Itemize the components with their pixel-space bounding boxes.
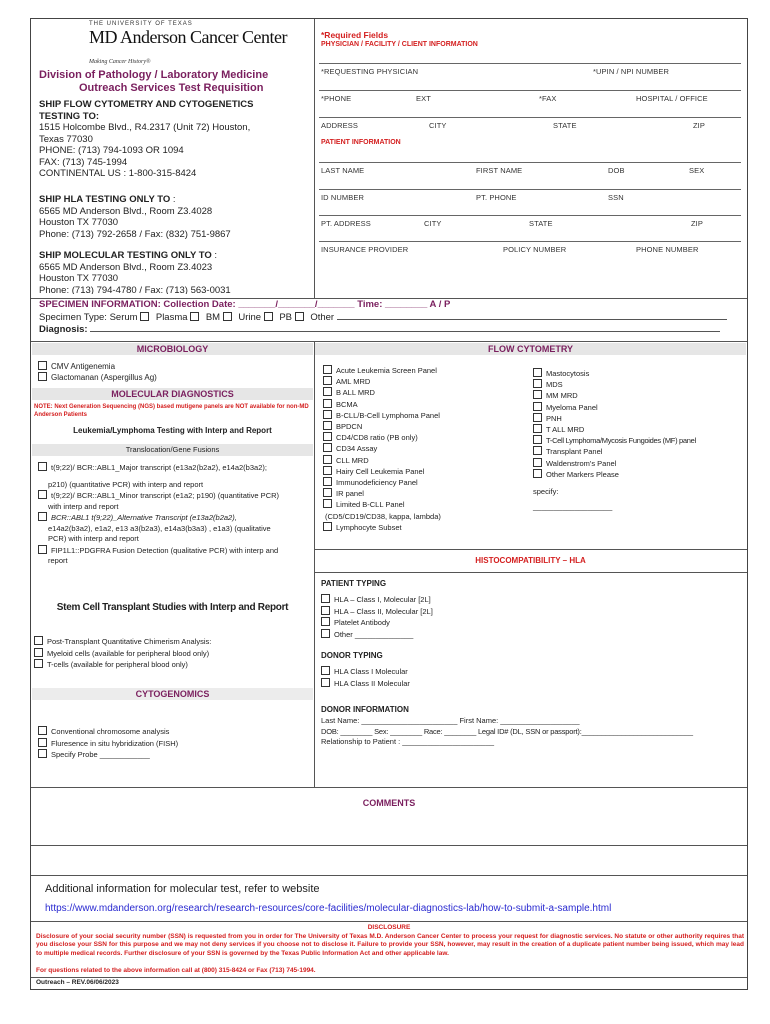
hla-checkbox[interactable] [321, 617, 330, 626]
pt-address-label: PT. ADDRESS [321, 219, 371, 228]
ship-flow-title: SHIP FLOW CYTOMETRY AND CYTOGENETICS TESTING TO: [39, 99, 254, 122]
pt-state-label: STATE [529, 219, 553, 228]
flow-checkbox[interactable] [533, 435, 542, 444]
list-item: Post-Transplant Quantitative Chimerism Analysis: [34, 636, 211, 648]
pt-zip-label: ZIP [691, 219, 703, 228]
list-item: B ALL MRD [323, 387, 523, 398]
cmv-checkbox[interactable] [38, 361, 47, 370]
flow-checkbox[interactable] [533, 424, 542, 433]
ship-molecular-title: SHIP MOLECULAR TESTING ONLY TO [39, 250, 212, 261]
hospital-office-label: HOSPITAL / OFFICE [636, 94, 708, 103]
comments-mid-line [31, 845, 747, 846]
fax-label: *FAX [539, 94, 557, 103]
flow-checkbox[interactable] [533, 390, 542, 399]
zip-label: ZIP [693, 121, 705, 130]
leukemia-heading: Leukemia/Lymphoma Testing with Interp and Report [73, 426, 272, 435]
ship-flow-line: PHONE: (713) 794-1093 OR 1094 [39, 145, 184, 156]
specify-label: specify: [533, 487, 559, 497]
list-item: Other Markers Please [533, 469, 745, 480]
type-plasma: Plasma [156, 312, 203, 323]
dob-label: DOB [608, 166, 625, 175]
specimen-block [39, 299, 739, 336]
ship-hla-colon: : [170, 194, 176, 205]
list-item: BPDCN [323, 421, 523, 432]
list-item: t(9;22)/ BCR::ABL1_Major transcript (e13a2(b2a2), e14a2(b3a2); [38, 462, 312, 474]
list-item: FIP1L1::PDGFRA Fusion Detection (qualitative PCR) with interp and [38, 545, 312, 557]
specify-blank[interactable]: ___________________ [533, 502, 613, 512]
donor-info-lines [321, 716, 743, 748]
hla-checkbox[interactable] [321, 678, 330, 687]
list-item: Glactomanan (Aspergillus Ag) [38, 372, 157, 383]
list-item: Platelet Antibody [321, 617, 433, 629]
hla-checkbox[interactable] [321, 666, 330, 675]
footer-top-line [31, 875, 747, 876]
requesting-physician-label: *REQUESTING PHYSICIAN [321, 67, 419, 76]
pt-address-line[interactable] [319, 215, 741, 216]
id-number-label: ID NUMBER [321, 193, 364, 202]
translocation-header: Translocation/Gene Fusions [32, 444, 313, 456]
list-item: CD34 Assay [323, 443, 523, 454]
ship-molecular-block [39, 250, 309, 294]
required-fields-note: *Required Fields [321, 30, 389, 40]
list-item: BCR::ABL1 t(9;22)_Alternative Transcript (e13a2(b2a2), [38, 512, 312, 524]
diagnosis-label: Diagnosis: [39, 324, 88, 335]
id-line[interactable] [319, 189, 741, 190]
list-item: T-Cell Lymphoma/Mycosis Fungoides (MF) panel [533, 435, 745, 446]
flow-checkbox[interactable] [533, 368, 542, 377]
bcr-abl-alt-checkbox[interactable] [38, 512, 47, 521]
header-divider [314, 19, 315, 298]
flow-checkbox[interactable] [323, 410, 332, 419]
hla-top-line [315, 549, 747, 550]
list-item-cont: p210) (quantitative PCR) with interp and report [48, 479, 204, 489]
pt-phone-label: PT. PHONE [476, 193, 517, 202]
flow-checkbox[interactable] [533, 469, 542, 478]
division-title: Division of Pathology / Laboratory Medicine [39, 69, 269, 81]
list-item: Other ______________ [321, 629, 433, 641]
name-line[interactable] [319, 162, 741, 163]
additional-info: Additional information for molecular test, refer to website [45, 883, 320, 895]
urine-checkbox[interactable] [264, 312, 273, 321]
sex-label: SEX [689, 166, 705, 175]
address-label: ADDRESS [321, 121, 358, 130]
state-label: STATE [553, 121, 577, 130]
list-item: Fluresence in situ hybridization (FISH) [38, 738, 178, 750]
type-bm: BM [206, 312, 236, 323]
list-item: Hairy Cell Leukemia Panel [323, 466, 523, 477]
ship-molecular-line: Houston TX 77030 [39, 273, 119, 284]
ship-hla-line: Houston TX 77030 [39, 217, 119, 228]
bcr-abl-minor-checkbox[interactable] [38, 490, 47, 499]
ship-molecular-line: Phone: (713) 794-4780 / Fax: (713) 563-0031 [39, 284, 231, 294]
list-item: T-cells (available for peripheral blood only) [34, 659, 211, 671]
comments-area[interactable] [32, 811, 746, 844]
flow-checkbox[interactable] [323, 443, 332, 452]
list-item: HLA Class II Molecular [321, 678, 410, 690]
list-item: HLA – Class I, Molecular [2L] [321, 594, 433, 606]
microbiology-list [38, 361, 157, 383]
flow-checkbox[interactable] [323, 432, 332, 441]
physician-line[interactable] [319, 63, 741, 64]
phone-line[interactable] [319, 90, 741, 91]
diagnosis-row [39, 323, 739, 336]
flow-checkbox[interactable] [533, 402, 542, 411]
insurance-line[interactable] [319, 241, 741, 242]
list-item: IR panel [323, 488, 523, 499]
ship-hla-line: Phone: (713) 792-2658 / Fax: (832) 751-9867 [39, 228, 231, 240]
type-pb: PB [279, 312, 307, 323]
list-item: MDS [533, 379, 745, 390]
type-serum: Serum [110, 312, 154, 323]
specimen-type-row [39, 311, 739, 324]
comments-top-line [31, 787, 747, 788]
list-item: Transplant Panel [533, 446, 745, 457]
molecular-list [38, 462, 312, 567]
type-urine: Urine [238, 312, 276, 323]
policy-label: POLICY NUMBER [503, 245, 567, 254]
body-top-line [31, 341, 747, 342]
cytogenomics-list [38, 726, 178, 761]
logo-tagline: Making Cancer History® [89, 59, 151, 65]
patient-typing-label: PATIENT TYPING [321, 579, 387, 588]
list-item-cont: report [48, 556, 68, 565]
flow-checkbox[interactable] [323, 488, 332, 497]
list-item-cont: PCR) with interp and report [48, 534, 139, 543]
ship-molecular-colon: : [211, 250, 218, 261]
requisition-form [30, 18, 748, 990]
address-line[interactable] [319, 117, 741, 118]
donor-line[interactable]: DOB: ________ Sex: ________ Race: ________ Legal ID# (DL, SSN or passport):____________________________ [321, 726, 693, 736]
last-name-label: LAST NAME [321, 166, 365, 175]
ext-label: EXT [416, 94, 431, 103]
disclosure-top-line [31, 921, 747, 922]
flow-col2 [533, 368, 745, 512]
list-item: t(9;22)/ BCR::ABL1_Minor transcript (e1a2; p190) (quantitative PCR) [38, 490, 312, 502]
specimen-heading: SPECIMEN INFORMATION: Collection Date: _______/_______/_______ Time: ________ A / P [39, 299, 451, 310]
first-name-label: FIRST NAME [476, 166, 523, 175]
phone-number-label: PHONE NUMBER [636, 245, 699, 254]
list-item: MM MRD [533, 390, 745, 401]
hla-checkbox[interactable] [321, 606, 330, 615]
specimen-type-label: Specimen Type: [39, 311, 107, 323]
flow-checkbox[interactable] [533, 413, 542, 422]
list-item: Myeloid cells (available for peripheral blood only) [34, 648, 211, 660]
stem-cell-list [34, 636, 211, 671]
list-item: CD4/CD8 ratio (PB only) [323, 432, 523, 443]
list-item: Mastocytosis [533, 368, 745, 379]
requisition-title: Outreach Services Test Requisition [79, 82, 264, 94]
molecular-note: NOTE: Next Generation Sequencing (NGS) based mutigene panels are NOT available for non-MD Anderson Patients [34, 404, 309, 418]
flow-checkbox[interactable] [323, 455, 332, 464]
myeloid-checkbox[interactable] [34, 648, 43, 657]
list-item: Immunodeficiency Panel [323, 477, 523, 488]
molecular-url-link[interactable]: https://www.mdanderson.org/research/research-resources/core-facilities/molecular-diagnostics-lab/how-to-submit-a-sample.html [45, 903, 612, 914]
diagnosis-blank[interactable] [90, 323, 720, 332]
ssn-label: SSN [608, 193, 624, 202]
flow-checkbox[interactable] [323, 365, 332, 374]
molecular-header: MOLECULAR DIAGNOSTICS [32, 388, 313, 400]
ship-molecular-line: 6565 MD Anderson Blvd., Room Z3.4023 [39, 261, 213, 273]
upin-label: *UPIN / NPI NUMBER [593, 67, 669, 76]
bcr-abl-major-checkbox[interactable] [38, 462, 47, 471]
ship-hla-block [39, 194, 309, 240]
probe-checkbox[interactable] [38, 749, 47, 758]
city-label: CITY [429, 121, 447, 130]
hla-checkbox[interactable] [321, 594, 330, 603]
comments-title: COMMENTS [362, 798, 416, 808]
hla-header-line [315, 572, 747, 573]
pt-city-label: CITY [424, 219, 442, 228]
flow-checkbox[interactable] [323, 421, 332, 430]
list-item: Limited B-CLL Panel [323, 499, 523, 510]
list-item: PNH [533, 413, 745, 424]
flow-checkbox[interactable] [323, 477, 332, 486]
cytogenomics-header: CYTOGENOMICS [32, 688, 313, 700]
disclosure-title: DISCLOSURE [367, 924, 411, 931]
list-item: CMV Antigenemia [38, 361, 157, 372]
flow-checkbox[interactable] [323, 387, 332, 396]
flow-checkbox[interactable] [323, 376, 332, 385]
list-item: Conventional chromosome analysis [38, 726, 178, 738]
hla-checkbox[interactable] [321, 629, 330, 638]
patient-typing-list [321, 594, 433, 640]
list-item: HLA – Class II, Molecular [2L] [321, 606, 433, 618]
list-item-cont: (CD5/CD19/CD38, kappa, lambda) [325, 511, 441, 521]
list-item: Waldenstrom's Panel [533, 458, 745, 469]
tcells-checkbox[interactable] [34, 659, 43, 668]
bm-checkbox[interactable] [223, 312, 232, 321]
flow-checkbox[interactable] [323, 522, 332, 531]
flow-checkbox[interactable] [533, 379, 542, 388]
flow-checkbox[interactable] [533, 446, 542, 455]
list-item: Lymphocyte Subset [323, 522, 523, 533]
revision-label: Outreach – REV.06/06/2023 [36, 979, 119, 986]
ship-hla-line: 6565 MD Anderson Blvd., Room Z3.4028 [39, 205, 213, 217]
university-name: THE UNIVERSITY OF TEXAS [89, 21, 193, 27]
hla-header: HISTOCOMPATIBILITY – HLA [475, 556, 586, 565]
donor-info-label: DONOR INFORMATION [321, 705, 409, 714]
flow-checkbox[interactable] [533, 458, 542, 467]
list-item: Specify Probe ____________ [38, 749, 178, 761]
list-item-cont: e14a2(b3a2), e1a2, e13 a3(b2a3), e14a3(b3a3) , e1a3) (qualitative [48, 523, 271, 533]
donor-typing-label: DONOR TYPING [321, 651, 383, 660]
patient-section-title: PATIENT INFORMATION [321, 139, 401, 146]
serum-checkbox[interactable] [140, 312, 149, 321]
fip1l1-checkbox[interactable] [38, 545, 47, 554]
flow-header: FLOW CYTOMETRY [315, 343, 746, 355]
flow-checkbox[interactable] [323, 466, 332, 475]
disclosure-text: Disclosure of your social security number (SSN) is requested from you in order for The University of Texas M.D. Anderson Cancer Center to process your request for diagnostic services. No statute or other authority requires that you disclose your SSN for this purpose and we may not deny services if you choose not to disclose it. Failure to provide your SSN, however, may result in the creation of a duplicate patient number being issued, which may lead to multiple medical records. Further disclosure of your SSN is governed by the Texas Public Information Act and other applicable law. [36, 933, 744, 957]
flow-checkbox[interactable] [323, 499, 332, 508]
list-item: AML MRD [323, 376, 523, 387]
donor-typing-list [321, 666, 410, 689]
phone-label: *PHONE [321, 94, 352, 103]
donor-line[interactable]: Last Name: _______________________ First Name: ___________________ [321, 716, 580, 725]
donor-line[interactable]: Relationship to Patient : ______________________ [321, 737, 495, 746]
ship-flow-line: Texas 77030 [39, 133, 93, 145]
logo [89, 21, 289, 67]
list-item-cont: with interp and report [48, 501, 119, 511]
fish-checkbox[interactable] [38, 738, 47, 747]
pb-checkbox[interactable] [295, 312, 304, 321]
list-item: CLL MRD [323, 455, 523, 466]
insurance-label: INSURANCE PROVIDER [321, 245, 409, 254]
ship-flow-line: CONTINENTAL US : 1-800-315-8424 [39, 168, 197, 179]
logo-name: MD Anderson Cancer Center [89, 27, 287, 47]
list-item: HLA Class I Molecular [321, 666, 410, 678]
ship-flow-line: FAX: (713) 745-1994 [39, 156, 128, 168]
list-item: Myeloma Panel [533, 402, 745, 413]
list-item: Acute Leukemia Screen Panel [323, 365, 523, 376]
chimerism-checkbox[interactable] [34, 636, 43, 645]
ship-hla-title: SHIP HLA TESTING ONLY TO [39, 194, 171, 205]
other-blank[interactable] [337, 311, 727, 320]
chromosome-checkbox[interactable] [38, 726, 47, 735]
ship-flow-line: 1515 Holcombe Blvd., R4.2317 (Unit 72) Houston, [39, 122, 251, 133]
glactomanan-checkbox[interactable] [38, 372, 47, 381]
microbiology-header: MICROBIOLOGY [32, 343, 313, 355]
revision-top-line [31, 977, 747, 978]
ship-flow-block [39, 99, 309, 180]
plasma-checkbox[interactable] [190, 312, 199, 321]
list-item: T ALL MRD [533, 424, 745, 435]
list-item: BCMA [323, 399, 523, 410]
stem-cell-title: Stem Cell Transplant Studies with Interp and Report [56, 602, 289, 613]
type-other: Other [310, 311, 335, 323]
flow-col1 [323, 365, 523, 533]
questions-text: For questions related to the above information call at (800) 315-8424 or Fax (713) 745-1994. [36, 967, 316, 974]
list-item: B-CLL/B-Cell Lymphoma Panel [323, 410, 523, 421]
physician-section-title: PHYSICIAN / FACILITY / CLIENT INFORMATION [321, 41, 478, 48]
flow-checkbox[interactable] [323, 399, 332, 408]
